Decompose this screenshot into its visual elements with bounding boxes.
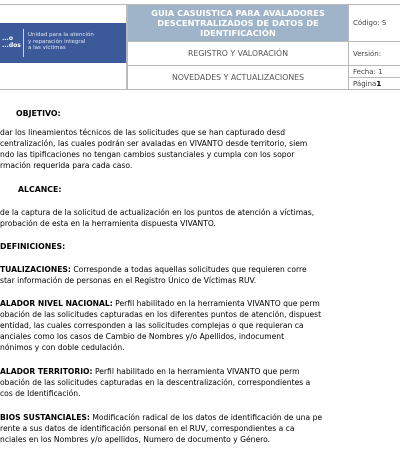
objetivo-line-3: ndo las tipificaciones no tengan cambios sustanciales y cumpla con los sopor (0, 150, 295, 159)
def-avalador-nacional-line-4: anciales como los casos de Cambio de Nombres y/o Apellidos, indocument (0, 332, 285, 341)
def-avalador-territorio-line-1 (0, 367, 300, 377)
pagina-label-text: Página (353, 79, 377, 88)
logo-cell (0, 4, 127, 90)
def-avalador-nacional-term: ALADOR NIVEL NACIONAL: (0, 299, 113, 308)
def-avalador-nacional-line-3: entidad, las cuales corresponden a las solicitudes complejas o que requieran ca (0, 321, 304, 330)
logo-right-text: Unidad para la atención y reparación integral a las víctimas (28, 32, 94, 51)
def-avalador-nacional-line-5: nónimos y con doble cedulación. (0, 343, 125, 352)
def-avalador-territorio-line-3: cos de Identificación. (0, 389, 81, 398)
logo-left-text: ...o ...dos (2, 35, 21, 49)
objetivo-heading: OBJETIVO: (16, 109, 61, 118)
alcance-line-1: de la captura de la solicitud de actualización en los puntos de atención a víctimas, (0, 208, 315, 217)
def-actualizaciones-term: TUALIZACIONES: (0, 265, 71, 274)
unidad-victimas-logo (0, 23, 126, 63)
document-header (0, 4, 400, 90)
def-cambios-sustanciales-term: BIOS SUSTANCIALES: (0, 413, 90, 422)
alcance-heading: ALCANCE: (18, 185, 62, 194)
def-avalador-territorio-line-2: obación de las solicitudes capturadas en la descentralización, correspondientes a (0, 378, 311, 387)
def-cambios-sustanciales-text-1: Modificación radical de los datos de identificación de una pe (89, 413, 323, 422)
def-actualizaciones-text-1: Corresponde a todas aquellas solicitudes que requieren corre (70, 265, 307, 274)
alcance-line-2: probación de esta en la herramienta dispuesta VIVANTO. (0, 219, 216, 228)
def-avalador-nacional-line-1 (0, 299, 320, 309)
document-subtitle: REGISTRO Y VALORACIÓN (127, 41, 349, 66)
def-avalador-territorio-term: ALADOR TERRITORIO: (0, 367, 93, 376)
def-actualizaciones-line-2: star información de personas en el Registro Único de Víctimas RUV. (0, 276, 257, 285)
def-cambios-sustanciales-line-2: rente a sus datos de identificación personal en el RUV, correspondientes a ca (0, 424, 295, 433)
def-avalador-nacional-line-2: obación de las solicitudes capturadas en los diferentes puntos de atención, dispuest (0, 310, 322, 319)
def-cambios-sustanciales-line-3: nciales en los Nombres y/o apellidos, Numero de documento y Género. (0, 435, 270, 444)
objetivo-line-2: centralización, las cuales podrán ser avaladas en VIVANTO desde territorio, siem (0, 139, 308, 148)
pagina-label (348, 77, 400, 90)
def-avalador-territorio-text-1: Perfil habilitado en la herramienta VIVANTO que perm (92, 367, 300, 376)
objetivo-line-4: rmación requerida para cada caso. (0, 161, 133, 170)
definiciones-heading: DEFINICIONES: (0, 242, 66, 251)
pagina-number: 1 (376, 79, 382, 88)
def-cambios-sustanciales-line-1 (0, 413, 322, 423)
def-actualizaciones-line-1 (0, 265, 307, 275)
logo-divider (23, 29, 24, 57)
codigo-label: Código: S (348, 4, 400, 42)
document-title: GUIA CASUISTICA PARA AVALADORES DESCENTRALIZADOS DE DATOS DE IDENTIFICACIÓN (127, 4, 349, 42)
version-label: Versión: (348, 41, 400, 66)
fecha-label: Fecha: 1 (348, 65, 400, 78)
def-avalador-nacional-text-1: Perfil habilitado en la herramienta VIVANTO que perm (112, 299, 320, 308)
objetivo-line-1: dar los lineamientos técnicos de las solicitudes que se han capturado desd (0, 128, 286, 137)
document-section: NOVEDADES Y ACTUALIZACIONES (127, 65, 349, 90)
